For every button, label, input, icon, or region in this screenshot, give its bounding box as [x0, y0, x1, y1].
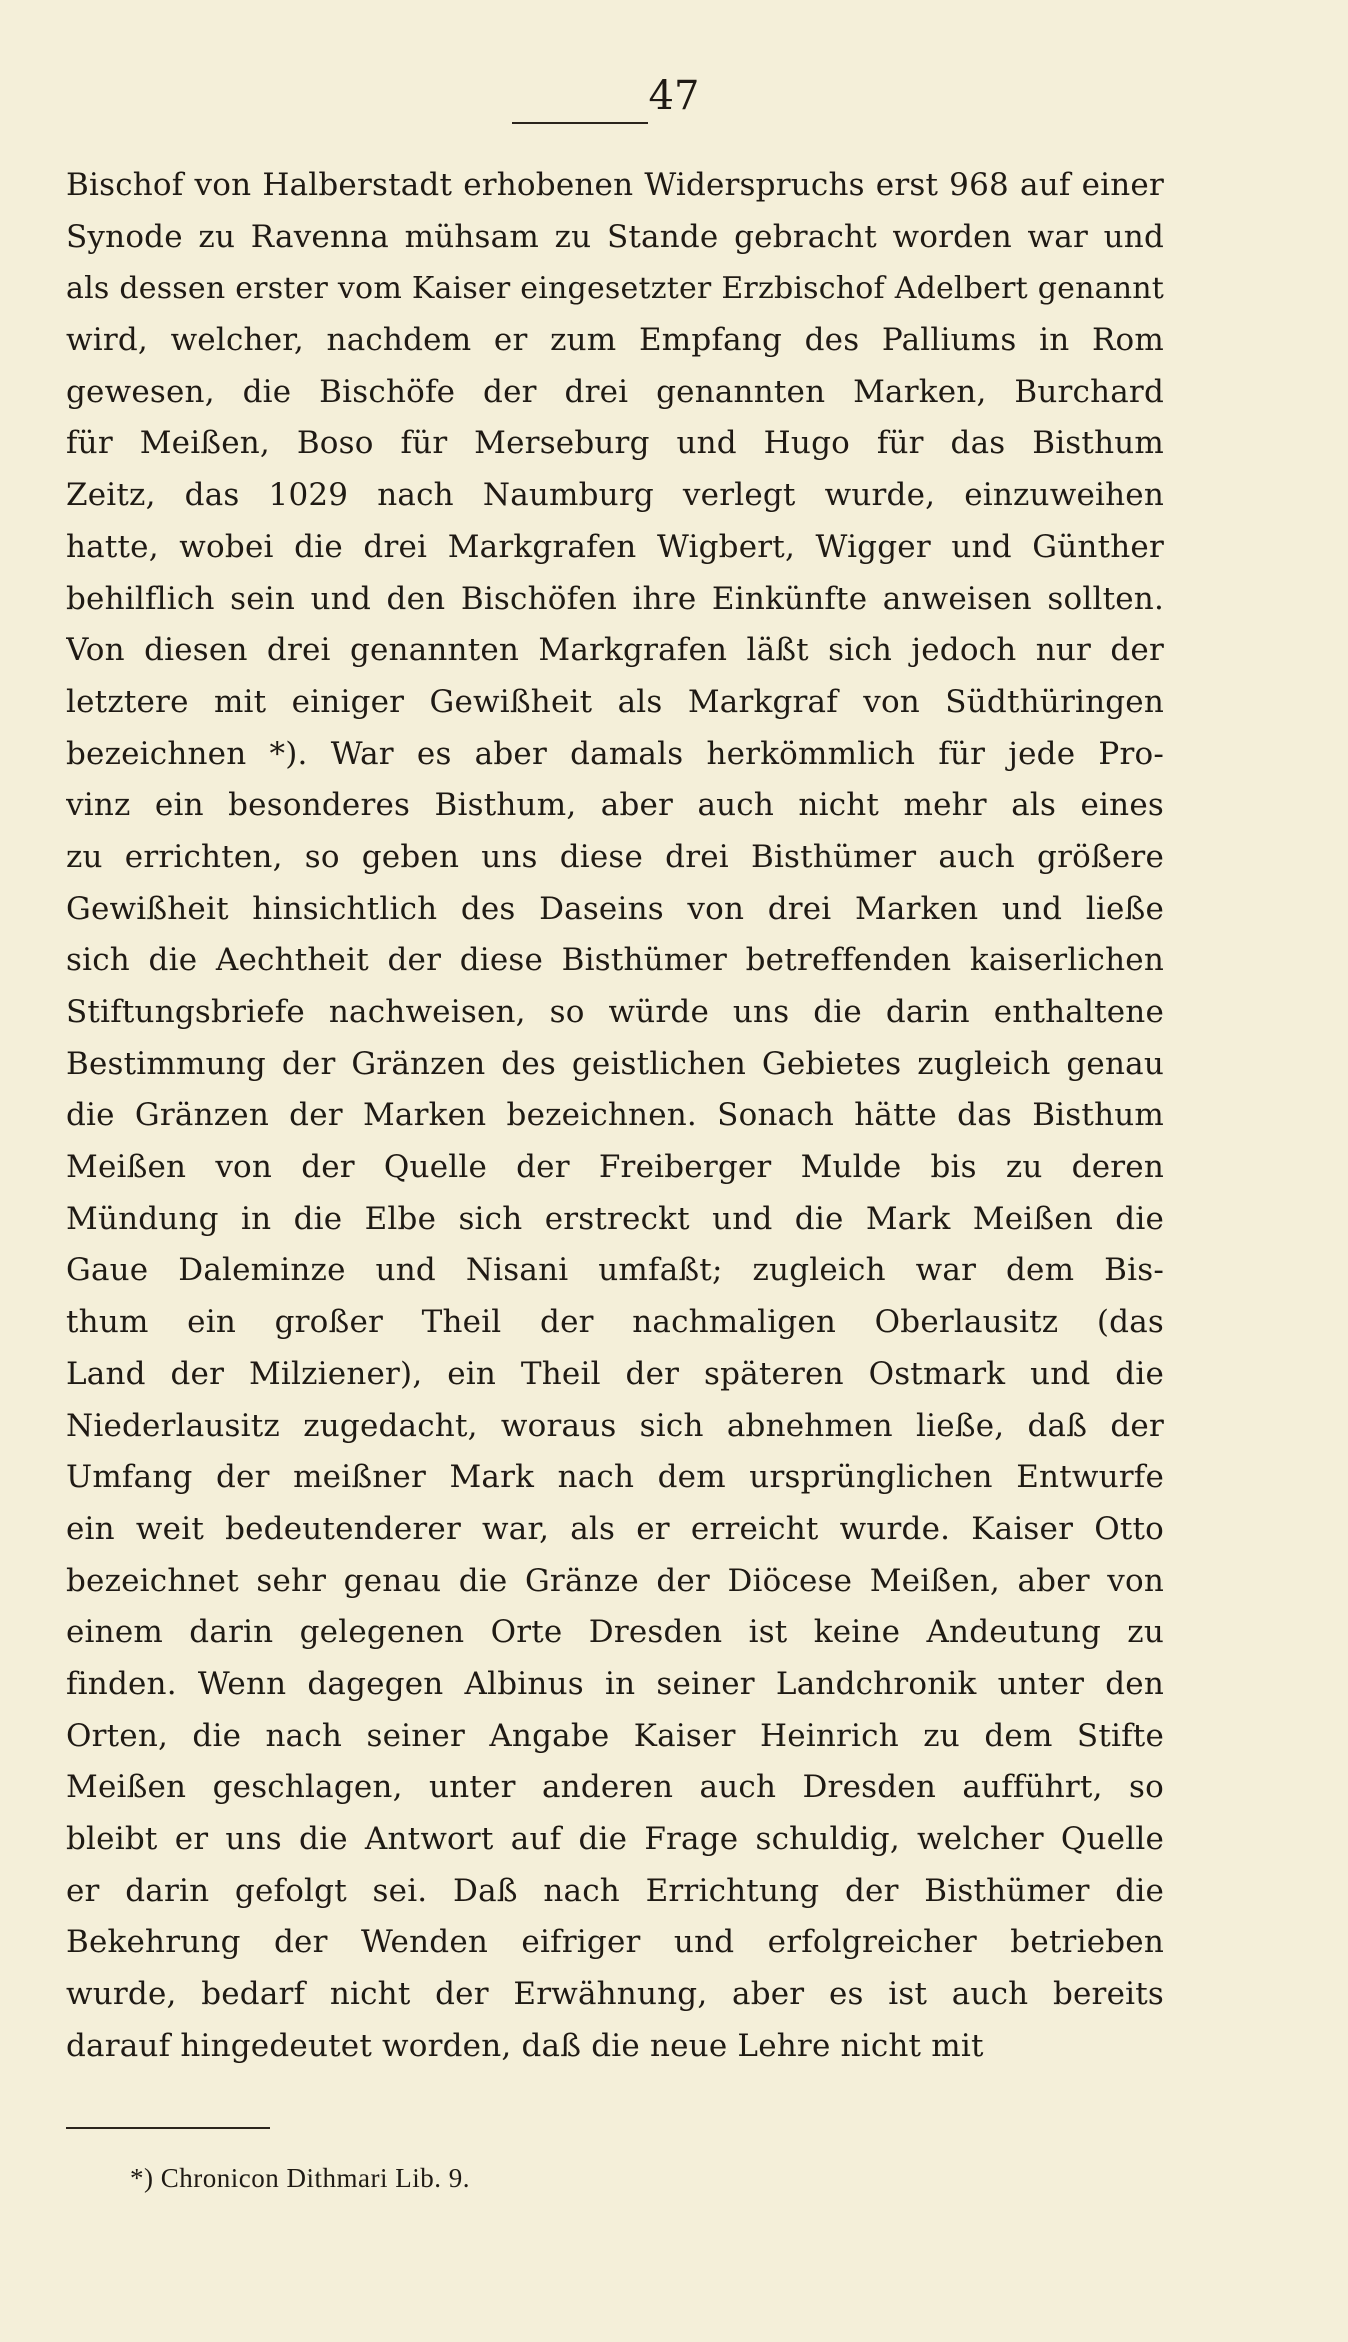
- body-text: [66, 160, 1164, 2072]
- text-line: Land der Milziener), ein Theil der späteren Ostmark und die: [66, 1355, 1164, 1392]
- text-line: Gewißheit hinsichtlich des Daseins von drei Marken und ließe: [66, 890, 1164, 927]
- text-line: Umfang der meißner Mark nach dem ursprünglichen Entwurfe: [66, 1459, 1164, 1496]
- text-line: ein weit bedeutenderer war, als er erreicht wurde. Kaiser Otto: [66, 1510, 1164, 1547]
- text-line: behilflich sein und den Bischöfen ihre Einkünfte anweisen sollten.: [66, 580, 1164, 617]
- text-line: letztere mit einiger Gewißheit als Markgraf von Südthüringen: [66, 683, 1164, 720]
- text-line: Niederlausitz zugedacht, woraus sich abnehmen ließe, daß der: [66, 1407, 1164, 1444]
- text-line: sich die Aechtheit der diese Bisthümer betreffenden kaiserlichen: [66, 942, 1164, 979]
- text-line: wird, welcher, nachdem er zum Empfang des Palliums in Rom: [66, 322, 1164, 359]
- text-line: Zeitz, das 1029 nach Naumburg verlegt wurde, einzuweihen: [66, 477, 1164, 514]
- text-line: wurde, bedarf nicht der Erwähnung, aber es ist auch bereits: [66, 1976, 1164, 2013]
- text-line: für Meißen, Boso für Merseburg und Hugo für das Bisthum: [66, 425, 1164, 462]
- text-line: thum ein großer Theil der nachmaligen Oberlausitz (das: [66, 1304, 1164, 1341]
- text-line: Meißen von der Quelle der Freiberger Mulde bis zu deren: [66, 1149, 1164, 1186]
- text-line: darauf hingedeutet worden, daß die neue Lehre nicht mit: [66, 2027, 984, 2064]
- text-line: Von diesen drei genannten Markgrafen läßt sich jedoch nur der: [66, 632, 1164, 669]
- text-line: bezeichnen *). War es aber damals herkömmlich für jede Pro-: [66, 735, 1164, 772]
- text-line: Stiftungsbriefe nachweisen, so würde uns die darin enthaltene: [66, 994, 1164, 1030]
- text-line: bezeichnet sehr genau die Gränze der Diöcese Meißen, aber von: [66, 1562, 1164, 1599]
- text-line: er darin gefolgt sei. Daß nach Errichtung der Bisthümer die: [66, 1872, 1164, 1909]
- text-line: Meißen geschlagen, unter anderen auch Dresden aufführt, so: [66, 1769, 1164, 1806]
- text-line: Orten, die nach seiner Angabe Kaiser Heinrich zu dem Stifte: [66, 1717, 1164, 1754]
- text-line: hatte, wobei die drei Markgrafen Wigbert, Wigger und Günther: [66, 528, 1164, 565]
- text-line: Mündung in die Elbe sich erstreckt und die Mark Meißen die: [66, 1200, 1164, 1237]
- text-line: Synode zu Ravenna mühsam zu Stande gebracht worden war und: [66, 218, 1164, 255]
- text-line: Bekehrung der Wenden eifriger und erfolgreicher betrieben: [66, 1924, 1164, 1961]
- text-line: zu errichten, so geben uns diese drei Bisthümer auch größere: [66, 838, 1164, 875]
- page-number: 47: [648, 73, 700, 119]
- text-line: Gaue Daleminze und Nisani umfaßt; zugleich war dem Bis-: [66, 1252, 1164, 1289]
- text-line: als dessen erster vom Kaiser eingesetzter Erzbischof Adelbert genannt: [66, 271, 1164, 307]
- text-line: vinz ein besonderes Bisthum, aber auch nicht mehr als eines: [66, 787, 1164, 824]
- text-line: bleibt er uns die Antwort auf die Frage schuldig, welcher Quelle: [66, 1821, 1164, 1857]
- text-line: gewesen, die Bischöfe der drei genannten Marken, Burchard: [66, 373, 1164, 410]
- header-rule: [512, 122, 648, 124]
- text-line: einem darin gelegenen Orte Dresden ist keine Andeutung zu: [66, 1614, 1164, 1651]
- text-line: die Gränzen der Marken bezeichnen. Sonach hätte das Bisthum: [66, 1097, 1164, 1134]
- text-line: Bestimmung der Gränzen des geistlichen Gebietes zugleich genau: [66, 1045, 1164, 1082]
- footnote-rule: [66, 2127, 270, 2129]
- text-line: Bischof von Halberstadt erhobenen Widerspruchs erst 968 auf einer: [66, 167, 1164, 203]
- text-line: finden. Wenn dagegen Albinus in seiner Landchronik unter den: [66, 1665, 1164, 1702]
- footnote: *) Chronicon Dithmari Lib. 9.: [130, 2163, 470, 2193]
